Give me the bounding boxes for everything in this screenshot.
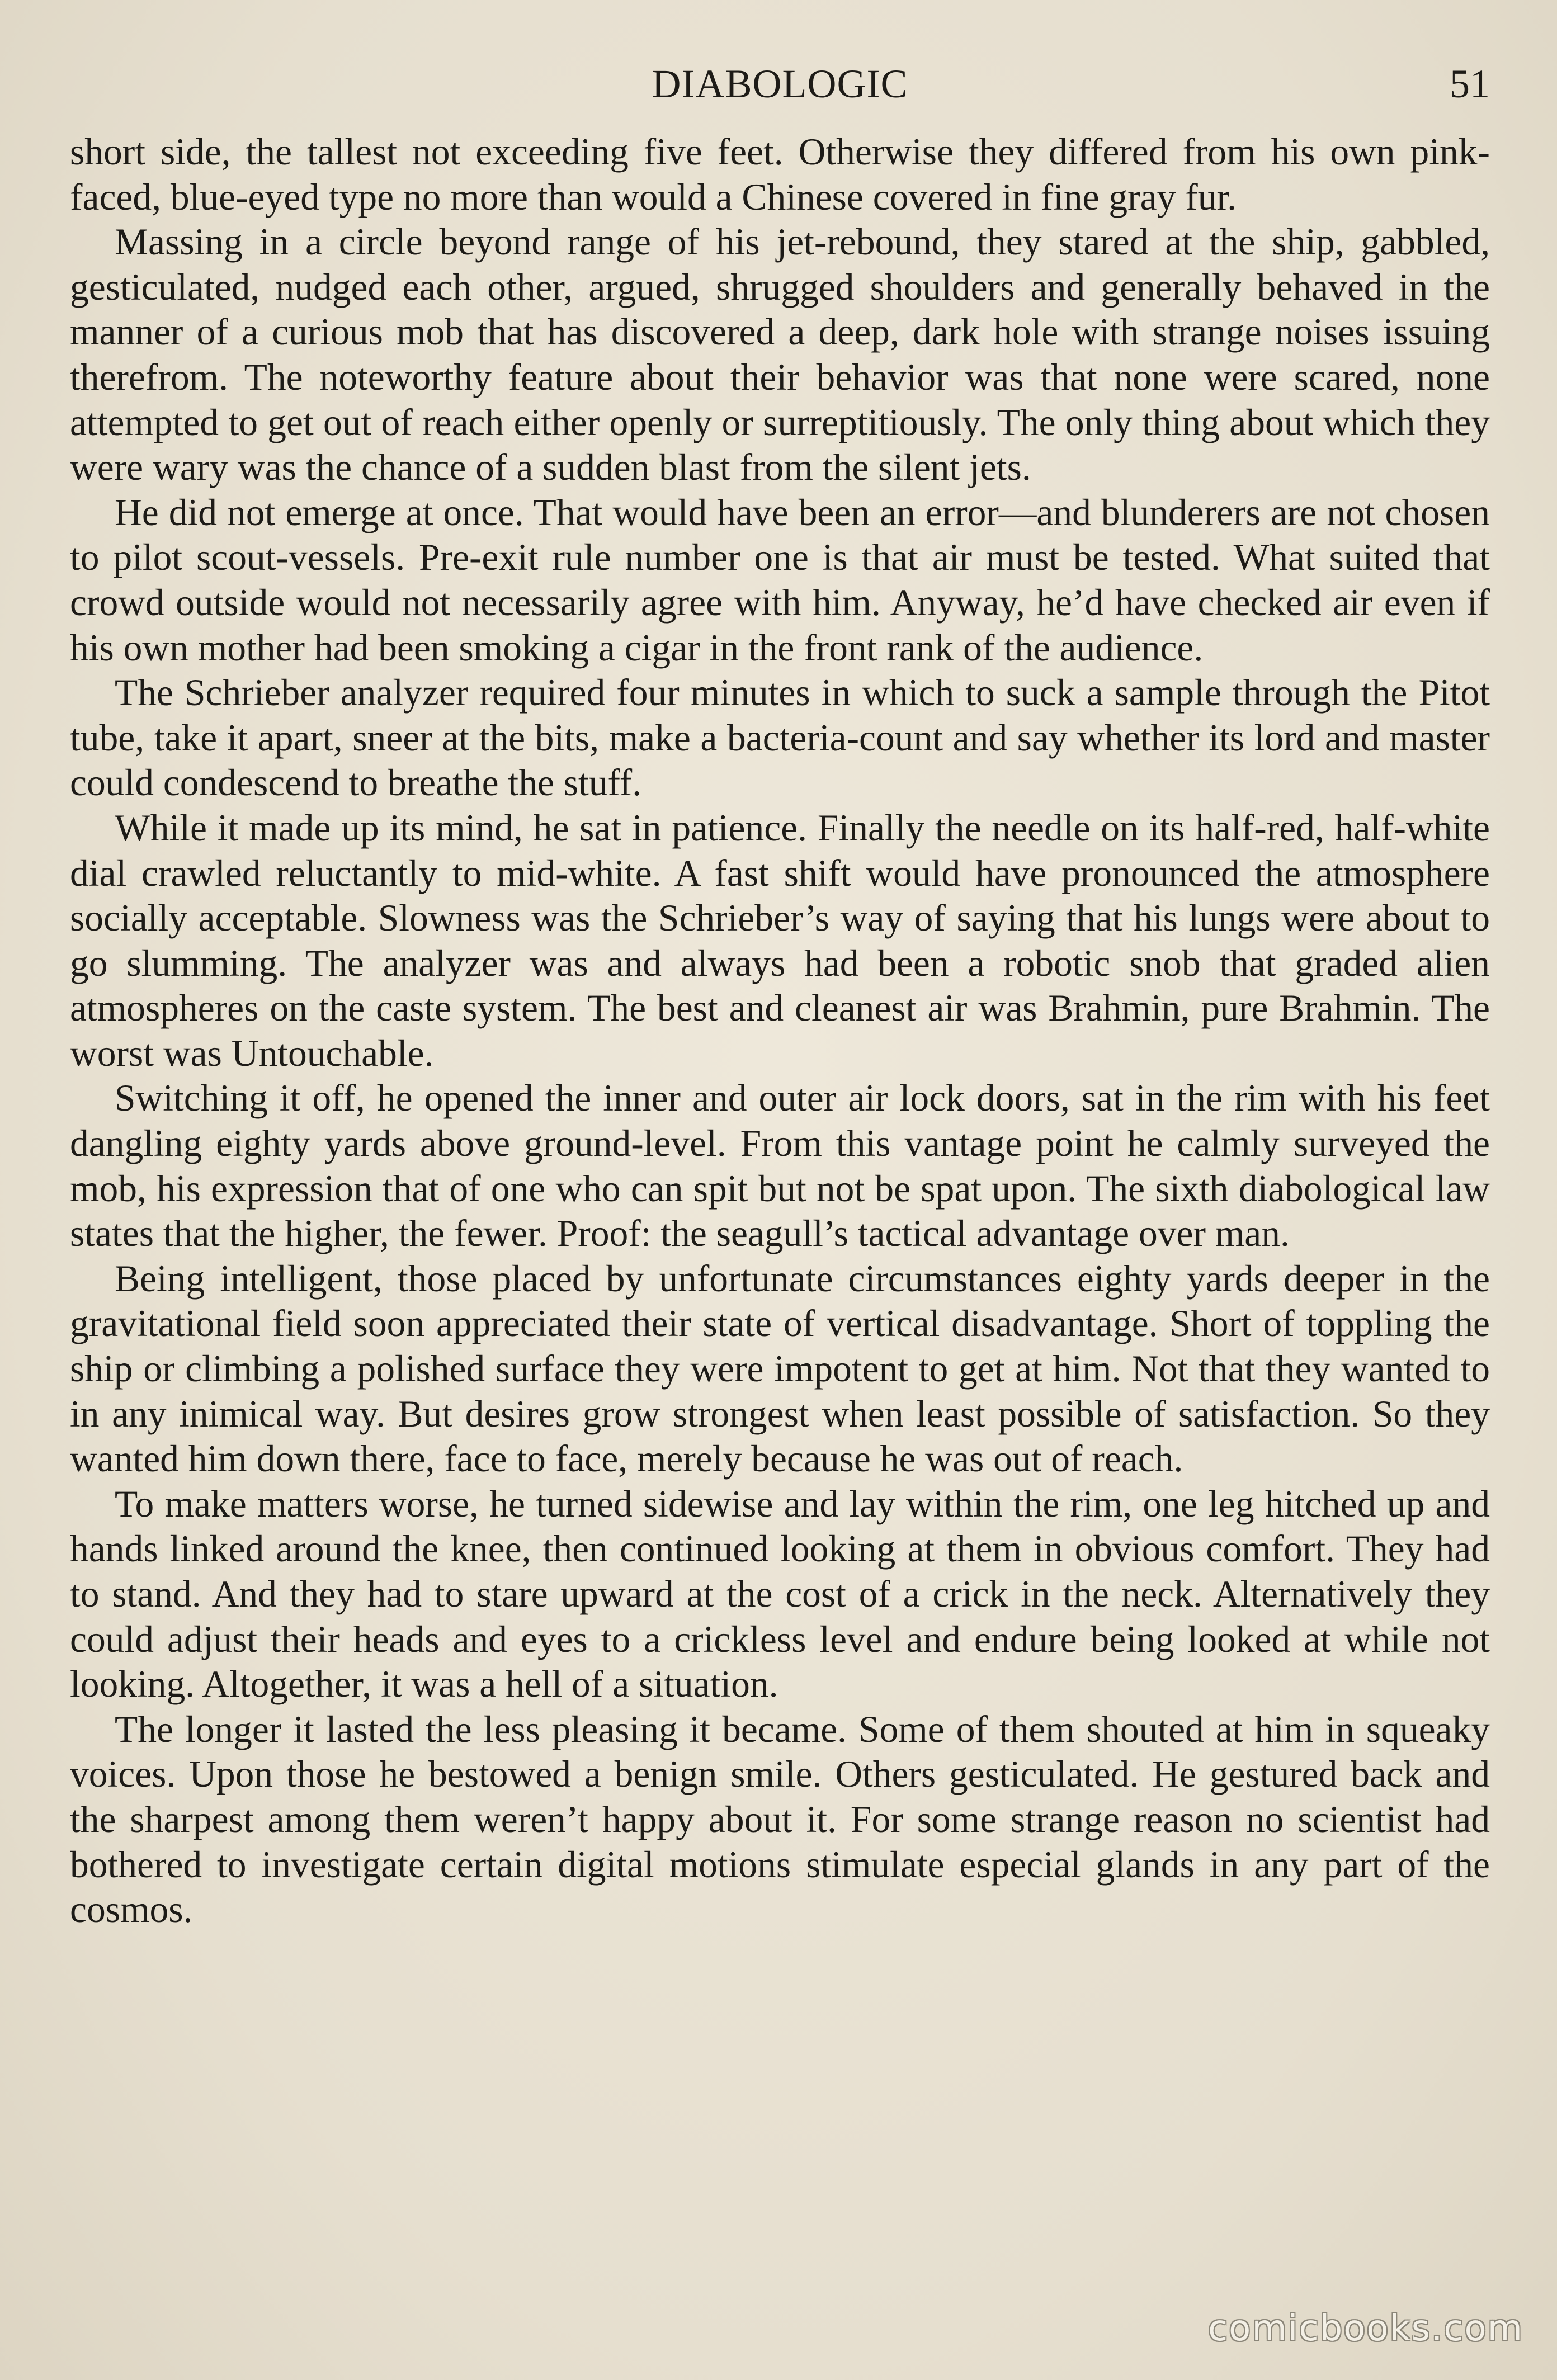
paragraph-8: To make matters worse, he turned sidewise and lay within the rim, one leg hitched up and hands linked around the knee, then continued looking at them in obvious comfort. They had to stand. And they had to stare upward at the cost of a crick in the neck. Alternatively they could adjust their heads and eyes to a crickless level and endure being looked at while not looking. Altogether, it was a hell of a situation. [70,1482,1490,1706]
paragraph-2: Massing in a circle beyond range of his jet-rebound, they stared at the ship, gabbled, gesticulated, nudged each other, argued, shrugged shoulders and generally behaved in the manner of a curious mob that has discovered a deep, dark hole with strange noises issuing therefrom. The noteworthy feature about their behavior was that none were scared, none attempted to get out of reach either openly or surreptitiously. The only thing about which they were wary was the chance of a sudden blast from the silent jets. [70,221,1490,489]
running-head: DIABOLOGIC [652,62,908,106]
page-header [70,53,1490,115]
paragraph-6: Switching it off, he opened the inner and outer air lock doors, sat in the rim with his feet dangling eighty yards above ground-level. From this vantage point he calmly surveyed the mob, his expression that of one who can spit but not be spat upon. The sixth diabological law states that the higher, the fewer. Proof: the seagull’s tactical advantage over man. [70,1077,1490,1255]
paragraph-7: Being intelligent, those placed by unfortunate circumstances eighty yards deeper in the gravitational field soon appreciated their state of vertical disadvantage. Short of toppling the ship or climbing a polished surface they were impotent to get at him. Not that they wanted to in any inimical way. But desires grow strongest when least possible of satisfaction. So they wanted him down there, face to face, merely because he was out of reach. [70,1257,1490,1480]
page-number: 51 [1450,62,1490,106]
paragraph-3: He did not emerge at once. That would have been an error—and blunderers are not chosen to pilot scout-vessels. Pre-exit rule number one is that air must be tested. What suited that crowd outside would not necessarily agree with him. Anyway, he’d have checked air even if his own mother had been smoking a cigar in the front rank of the audience. [70,491,1490,669]
paragraph-5: While it made up its mind, he sat in patience. Finally the needle on its half-red, half-white dial crawled reluctantly to mid-white. A fast shift would have pronounced the atmosphere socially acceptable. Slowness was the Schrieber’s way of saying that his lungs were about to go slumming. The analyzer was and always had been a robotic snob that graded alien atmospheres on the caste system. The best and cleanest air was Brahmin, pure Brahmin. The worst was Untouchable. [70,806,1490,1074]
paragraph-9: The longer it lasted the less pleasing it became. Some of them shouted at him in squeaky voices. Upon those he bestowed a benign smile. Others gesticulated. He gestured back and the sharpest among them weren’t happy about it. For some strange reason no scientist had bothered to investigate certain digital motions stimulate especial glands in any part of the cosmos. [70,1708,1490,1931]
site-watermark: comicbooks.com [1207,2308,1523,2349]
paragraph-4: The Schrieber analyzer required four minutes in which to suck a sample through the Pitot tube, take it apart, sneer at the bits, make a bacteria-count and say whether its lord and master could condescend to breathe the stuff. [70,672,1490,804]
paragraph-1: short side, the tallest not exceeding five feet. Otherwise they differed from his own pink-faced, blue-eyed type no more than would a Chinese covered in fine gray fur. [70,131,1490,218]
body-text [70,130,1490,1933]
